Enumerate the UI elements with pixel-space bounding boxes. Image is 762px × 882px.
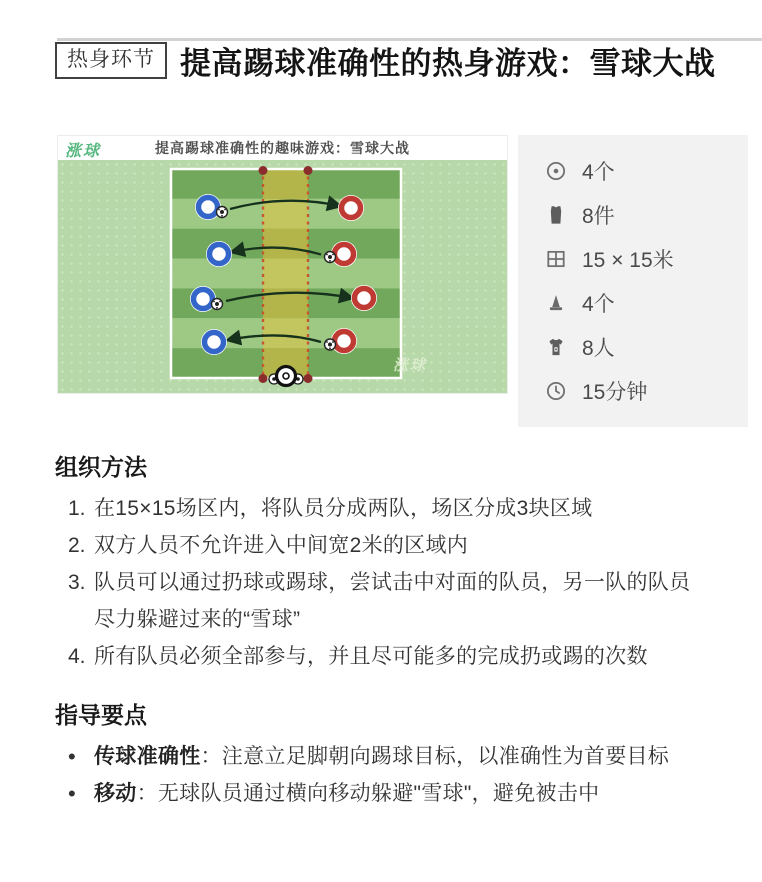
phase-badge: 热身环节 bbox=[55, 42, 167, 79]
info-label: 8人 bbox=[582, 337, 615, 360]
article-content bbox=[0, 449, 762, 812]
point-item bbox=[55, 738, 692, 775]
info-label: 15 × 15米 bbox=[582, 249, 674, 272]
info-label: 15分钟 bbox=[582, 381, 648, 404]
ball-icon bbox=[545, 160, 567, 182]
step-text: 在15×15场区内，将队员分成两队，场区分成3块区域 bbox=[94, 497, 593, 520]
info-row-cones bbox=[545, 288, 748, 318]
organization-steps bbox=[55, 490, 692, 675]
pitch-field bbox=[58, 160, 507, 393]
point-term: 传球准确性 bbox=[94, 745, 201, 768]
step-number: 1. bbox=[68, 497, 86, 520]
drill-diagram bbox=[57, 135, 508, 394]
info-panel bbox=[518, 135, 748, 427]
info-row-field-size bbox=[545, 244, 748, 274]
coaching-points bbox=[55, 738, 692, 812]
step-text: 所有队员必须全部参与，并且尽可能多的完成扔或踢的次数 bbox=[94, 645, 648, 668]
diagram-title: 提高踢球准确性的趣味游戏：雪球大战 bbox=[155, 140, 410, 156]
pitch-graphic bbox=[58, 160, 509, 393]
diagram-header bbox=[58, 136, 507, 160]
point-text bbox=[94, 775, 692, 812]
page-header bbox=[55, 38, 762, 83]
media-row bbox=[57, 135, 762, 427]
point-body: ：无球队员通过横向移动躲避"雪球"，避免被击中 bbox=[136, 782, 600, 805]
info-label: 4个 bbox=[582, 293, 615, 316]
info-label: 4个 bbox=[582, 161, 615, 184]
brand-logo: 涨球 bbox=[65, 143, 102, 160]
point-body: ：注意立足脚朝向踢球目标，以准确性为首要目标 bbox=[200, 745, 670, 768]
info-row-balls bbox=[545, 156, 748, 186]
step-number: 3. bbox=[68, 571, 86, 594]
vest-icon bbox=[545, 204, 567, 226]
diagram-watermark: 涨球 bbox=[393, 357, 428, 374]
jersey-icon bbox=[545, 336, 567, 358]
point-text bbox=[94, 738, 692, 775]
clock-icon bbox=[545, 380, 567, 402]
step-text: 双方人员不允许进入中间宽2米的区域内 bbox=[94, 534, 469, 557]
top-divider bbox=[57, 38, 762, 41]
point-item bbox=[55, 775, 692, 812]
page-title: 提高踢球准确性的热身游戏：雪球大战 bbox=[180, 46, 716, 81]
step-item bbox=[55, 564, 692, 638]
step-text: 队员可以通过扔球或踢球，尝试击中对面的队员，另一队的队员尽力躲避过来的“雪球” bbox=[94, 571, 691, 631]
step-number: 2. bbox=[68, 534, 86, 557]
info-row-players bbox=[545, 332, 748, 362]
field-icon bbox=[545, 248, 567, 270]
point-term: 移动 bbox=[94, 782, 137, 805]
step-item bbox=[55, 638, 692, 675]
bullet-marker: • bbox=[68, 744, 76, 769]
info-label: 8件 bbox=[582, 205, 615, 228]
bullet-marker: • bbox=[68, 781, 76, 806]
cone-icon bbox=[545, 292, 567, 314]
step-number: 4. bbox=[68, 645, 86, 668]
organization-heading: 组织方法 bbox=[55, 454, 147, 480]
info-row-vests bbox=[545, 200, 748, 230]
info-row-duration bbox=[545, 376, 748, 406]
step-item bbox=[55, 527, 692, 564]
coaching-heading: 指导要点 bbox=[55, 702, 147, 728]
step-item bbox=[55, 490, 692, 527]
